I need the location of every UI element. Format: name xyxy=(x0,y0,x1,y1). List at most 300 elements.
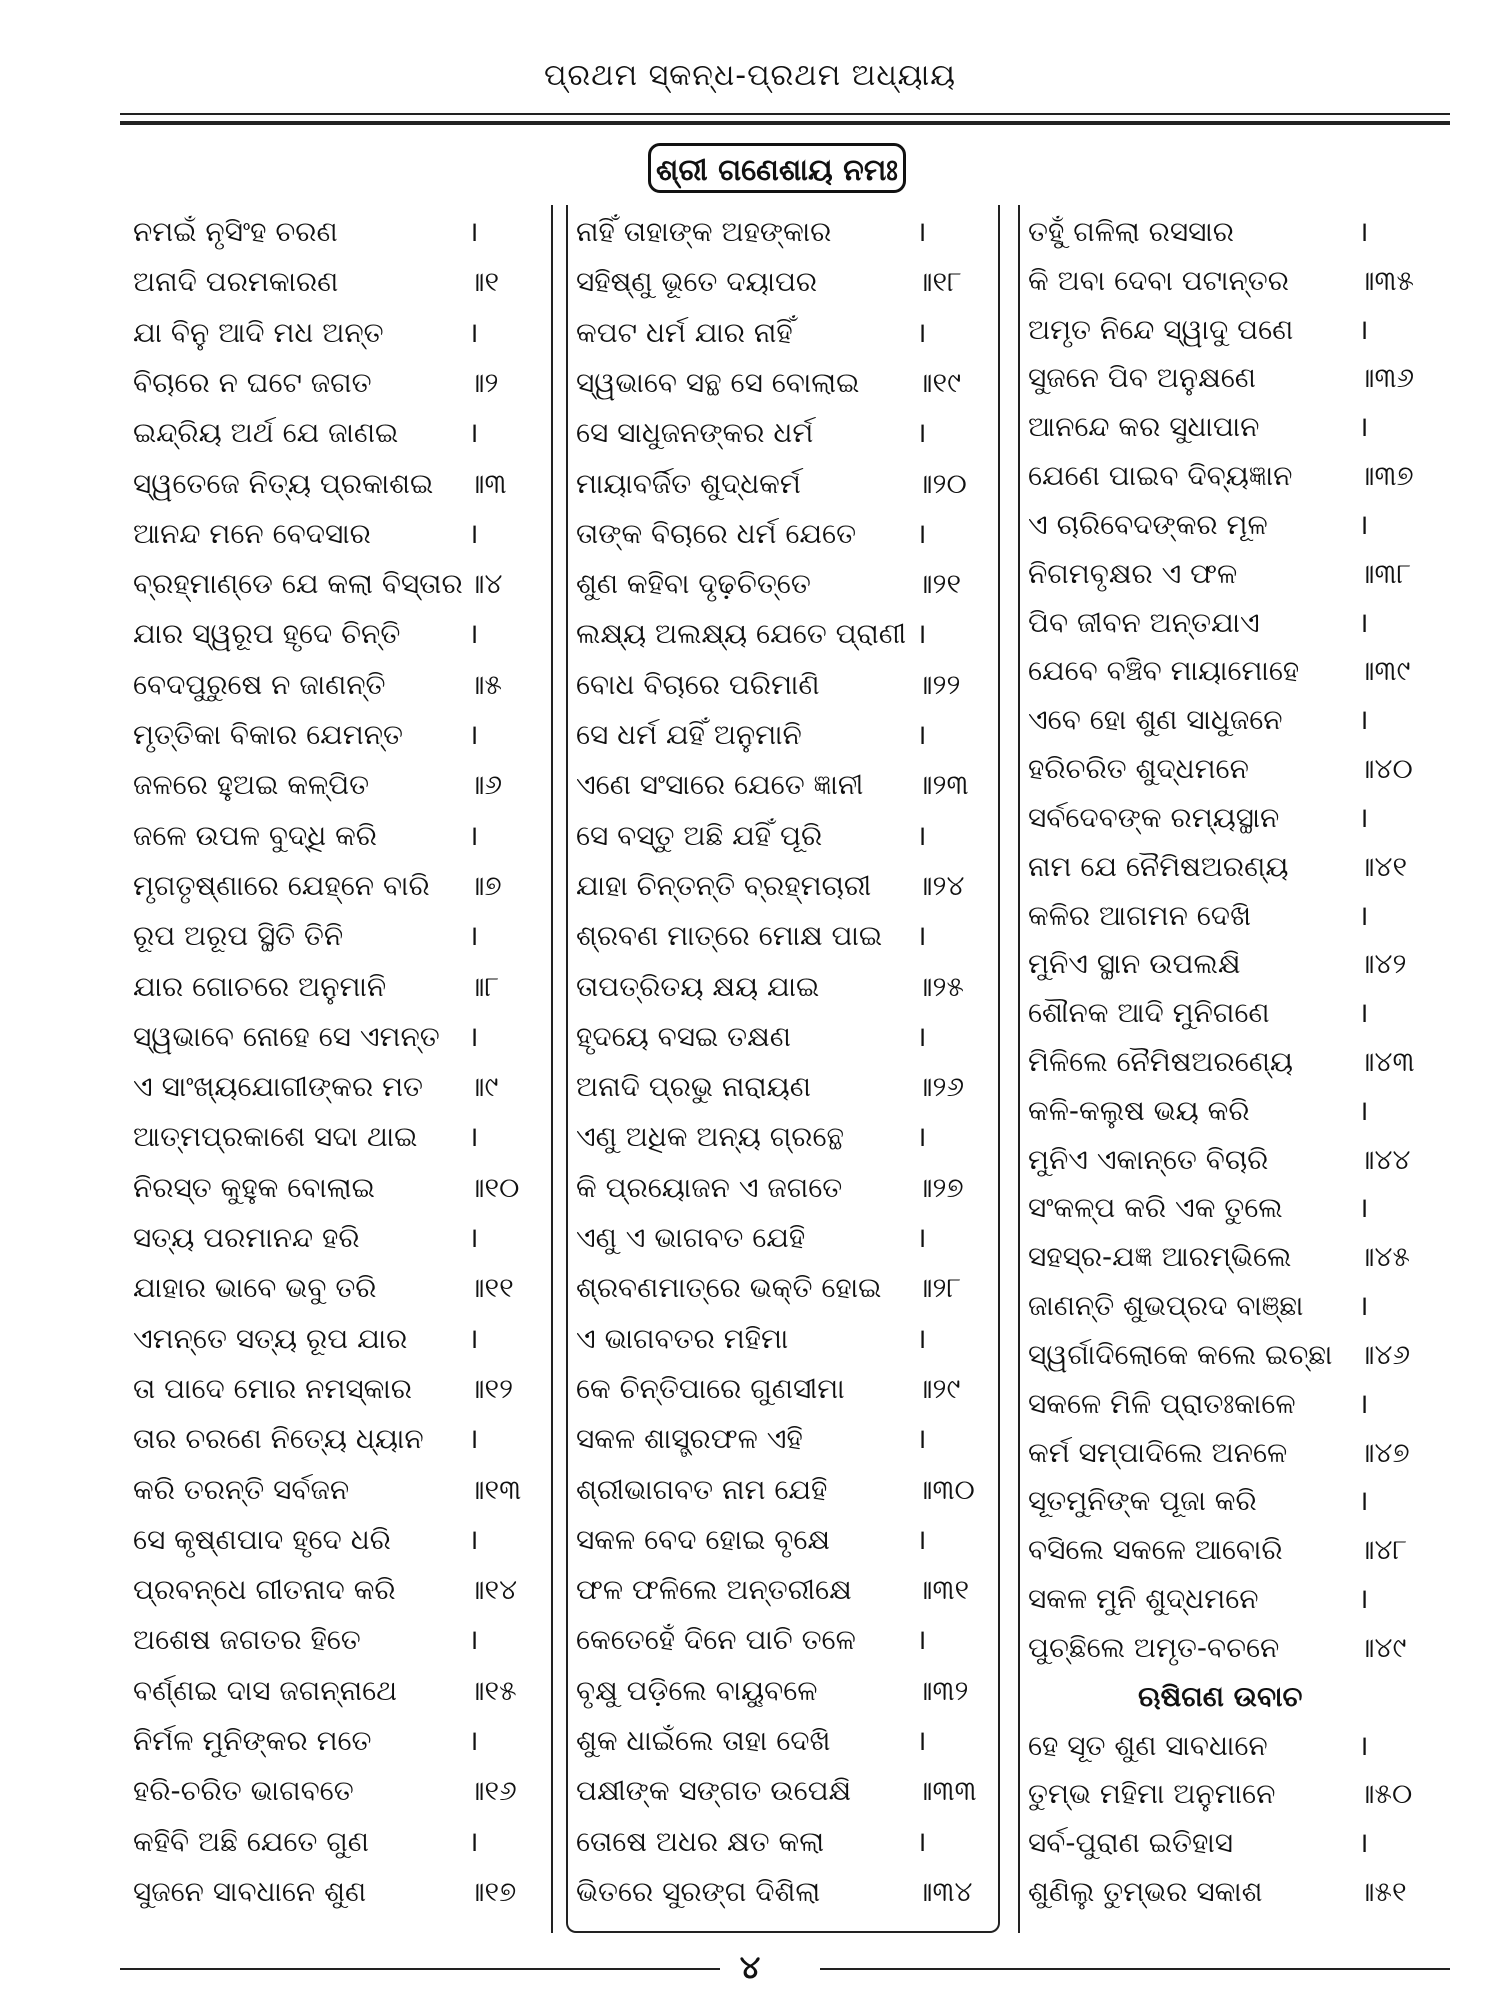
verse-line xyxy=(576,1065,998,1109)
verse-text: ସକଳେ ମିଳି ପ୍ରାତଃକାଳେ xyxy=(1028,1386,1296,1420)
verse-text: ବୋଧ ବିଚାରେ ପରିମାଣି xyxy=(576,667,820,701)
verse-number-mark: ॥୧ xyxy=(468,265,500,299)
verse-text: ମୁନିଏ ଏକାନ୍ତେ ବିଚାରି xyxy=(1028,1142,1269,1176)
verse-line xyxy=(1028,1186,1448,1230)
verse-number-mark: ॥୪୩ xyxy=(1358,1045,1415,1078)
verse-number-mark: । xyxy=(468,617,479,651)
verse-number-mark: ॥୧୩ xyxy=(468,1472,522,1506)
verse-line xyxy=(576,562,998,606)
verse-line xyxy=(133,864,551,908)
verse-line xyxy=(133,1266,551,1310)
verse-number-mark: । xyxy=(468,315,479,349)
verse-number-mark: । xyxy=(468,1019,479,1053)
verse-number-mark: । xyxy=(1358,703,1369,737)
header-rule-thick xyxy=(120,121,1450,125)
verse-line xyxy=(576,1015,998,1059)
verse-number-mark: । xyxy=(1358,1386,1369,1420)
verse-line xyxy=(576,1216,998,1260)
verse-line xyxy=(576,1417,998,1461)
verse-text: ମୃଗତୃଷ୍ଣାରେ ଯେହ୍ନେ ବାରି xyxy=(133,868,430,902)
page-number: ୪ xyxy=(739,1948,761,1986)
verse-line xyxy=(576,512,998,556)
verse-number-mark: । xyxy=(468,215,479,248)
verse-text: ଶ୍ରବଣ ମାତ୍ରେ ମୋକ୍ଷ ପାଇ xyxy=(576,919,883,953)
verse-line xyxy=(576,612,998,656)
verse-line xyxy=(576,411,998,455)
verse-line xyxy=(1028,503,1448,547)
verse-number-mark: ॥୧୭ xyxy=(468,1875,517,1908)
invocation-title-box: ଶ୍ରୀ ଗଣେଶାୟ ନମଃ xyxy=(648,143,906,193)
verse-number-mark: ॥୪୯ xyxy=(1358,1630,1407,1664)
verse-line xyxy=(1028,1626,1448,1670)
verse-line xyxy=(133,311,551,355)
verse-text: ଜଳରେ ହୁଅଇ କଳ୍ପିତ xyxy=(133,768,370,802)
verse-line xyxy=(133,361,551,405)
verse-number-mark: ॥୧୬ xyxy=(468,1774,517,1808)
verse-text: ଶୌନକ ଆଦି ମୁନିଗଣେ xyxy=(1028,996,1270,1030)
verse-text: ସେ କୃଷ୍ଣପାଦ ହୃଦେ ଧରି xyxy=(133,1522,391,1556)
footer-rule-right xyxy=(820,1968,1450,1970)
verse-text: ମାୟାବର୍ଜିତ ଶୁଦ୍ଧକର୍ମ xyxy=(576,466,801,500)
verse-line xyxy=(1028,796,1448,840)
verse-number-mark: । xyxy=(468,416,479,450)
verse-line xyxy=(1028,1821,1448,1865)
verse-number-mark: । xyxy=(916,1422,927,1456)
verse-text: ହରି-ଚରିତ ଭାଗବତେ xyxy=(133,1774,354,1808)
verse-number-mark: ॥୪୮ xyxy=(1358,1533,1408,1567)
verse-text: ତା ପାଦେ ମୋର ନମସ୍କାର xyxy=(133,1371,412,1405)
verse-text: ଅମୃତ ନିନ୍ଦେ ସ୍ୱାଦୁ ପଣେ xyxy=(1028,312,1294,346)
verse-number-mark: ॥୩୮ xyxy=(1358,556,1412,590)
verse-text: ଭିତରେ ସୁରଙ୍ଗ ଦିଶିଲା xyxy=(576,1875,821,1908)
verse-number-mark: । xyxy=(916,818,927,852)
verse-text: ପ୍ରବନ୍ଧେ ଗୀତନାଦ କରି xyxy=(133,1573,396,1607)
verse-number-mark: । xyxy=(468,1321,479,1355)
verse-number-mark: ॥୩୭ xyxy=(1358,459,1414,493)
verse-text: ବର୍ଣ୍ଣଇ ଦାସ ଜଗନ୍ନାଥେ xyxy=(133,1673,398,1707)
verse-text: ନିରସ୍ତ କୁହୁକ ବୋଲାଇ xyxy=(133,1170,375,1204)
verse-number-mark: ॥୪୧ xyxy=(1358,849,1408,883)
verse-text: ସୁଜନେ ପିବ ଅନୁକ୍ଷଣେ xyxy=(1028,361,1256,395)
verse-line xyxy=(576,1820,998,1864)
verse-line xyxy=(576,1719,998,1763)
verse-line xyxy=(1028,1089,1448,1133)
verse-line xyxy=(133,1820,551,1864)
verse-line xyxy=(1028,1577,1448,1621)
verse-number-mark: ॥୪ xyxy=(468,567,503,601)
verse-text: ବିଚାରେ ନ ଘଟେ ଜଗତ xyxy=(133,365,372,399)
verse-text: ଯାହା ଚିନ୍ତନ୍ତି ବ୍ରହ୍ମଚାରୀ xyxy=(576,868,872,902)
verse-number-mark: ॥୨୯ xyxy=(916,1371,961,1405)
verse-line xyxy=(1028,552,1448,596)
verse-number-mark: ॥୩୨ xyxy=(916,1673,969,1707)
verse-line xyxy=(133,763,551,807)
verse-number-mark: ॥୩୫ xyxy=(1358,263,1415,297)
verse-line xyxy=(133,663,551,707)
verse-text: ଅନାଦି ପ୍ରଭୁ ନାରାୟଣ xyxy=(576,1070,811,1104)
verse-number-mark: । xyxy=(468,1623,479,1657)
verse-number-mark: । xyxy=(1358,996,1369,1030)
verse-line xyxy=(1028,1040,1448,1084)
verse-line xyxy=(576,713,998,757)
verse-number-mark: । xyxy=(468,1422,479,1456)
verse-number-mark: ॥୫୦ xyxy=(1358,1777,1413,1811)
verse-text: ଶୁକ ଧାଇଁଲେ ତାହା ଦେଖି xyxy=(576,1724,831,1758)
verse-text: ରୂପ ଅରୂପ ସ୍ଥିତି ତିନି xyxy=(133,919,344,953)
verse-text: ଯେବେ ବଞ୍ଚିବ ମାୟାମୋହେ xyxy=(1028,654,1300,688)
verse-number-mark: ॥୧୫ xyxy=(468,1673,517,1707)
verse-text: ଏମନ୍ତେ ସତ୍ୟ ରୂପ ଯାର xyxy=(133,1321,408,1355)
verse-number-mark: । xyxy=(916,315,927,349)
verse-line xyxy=(133,562,551,606)
verse-line xyxy=(1028,649,1448,693)
verse-number-mark: । xyxy=(1358,898,1369,932)
verse-text: ଏ ଭାଗବତର ମହିମା xyxy=(576,1321,789,1355)
verse-text: ପକ୍ଷୀଙ୍କ ସଙ୍ଗତ ଉପେକ୍ଷି xyxy=(576,1774,852,1808)
verse-text: ସର୍ବ-ପୁରାଣ ଇତିହାସ xyxy=(1028,1826,1233,1860)
verse-number-mark: । xyxy=(468,818,479,852)
verse-line xyxy=(576,965,998,1009)
verse-text: ନାହିଁ ତାହାଙ୍କ ଅହଙ୍କାର xyxy=(576,215,832,248)
verse-text: ଏଣୁ ଏ ଭାଗବତ ଯେହି xyxy=(576,1221,806,1255)
verse-line xyxy=(1028,991,1448,1035)
verse-text: ଅନାଦି ପରମକାରଣ xyxy=(133,265,339,299)
verse-number-mark: ॥୨୧ xyxy=(916,567,962,601)
verse-line xyxy=(1028,601,1448,645)
verse-line xyxy=(576,1669,998,1713)
verse-line xyxy=(133,1669,551,1713)
verse-line xyxy=(576,260,998,304)
verse-text: ଯା ବିନୁ ଆଦି ମଧ ଅନ୍ତ xyxy=(133,315,384,349)
verse-line xyxy=(133,1166,551,1210)
verse-number-mark: । xyxy=(916,1824,927,1858)
verse-number-mark: ॥୭ xyxy=(468,868,502,902)
verse-number-mark: ॥୪୭ xyxy=(1358,1435,1410,1469)
verse-line xyxy=(576,311,998,355)
verse-line xyxy=(133,914,551,958)
verse-text: ହୃଦୟେ ବସଇ ତକ୍ଷଣ xyxy=(576,1019,791,1053)
verse-column-1 xyxy=(125,205,553,1933)
verse-number-mark: । xyxy=(1358,1484,1369,1518)
verse-line xyxy=(1028,1284,1448,1328)
verse-number-mark: ॥୩୧ xyxy=(916,1573,970,1607)
verse-line xyxy=(133,1115,551,1159)
verse-line xyxy=(576,1317,998,1361)
verse-number-mark: ॥୧୦ xyxy=(468,1170,520,1204)
verse-number-mark: । xyxy=(916,1522,927,1556)
verse-text: ଶ୍ରବଣମାତ୍ରେ ଭକ୍ତି ହୋଇ xyxy=(576,1271,882,1305)
verse-text: ଶୁଣିଲୁ ତୁମ୍ଭର ସକାଶ xyxy=(1028,1875,1263,1908)
verse-text: ସେ ସାଧୁଜନଙ୍କର ଧର୍ମ xyxy=(576,416,814,450)
verse-number-mark: । xyxy=(916,1321,927,1355)
verse-text: ସ୍ୱଭାବେ ନୋହେ ସେ ଏମନ୍ତ xyxy=(133,1019,440,1053)
verse-number-mark: ॥୯ xyxy=(468,1070,499,1104)
verse-text: କି ଅବା ଦେବା ପଟାନ୍ତର xyxy=(1028,263,1289,297)
verse-number-mark: ॥୪୫ xyxy=(1358,1240,1410,1274)
verse-text: ପିବ ଜୀବନ ଅନ୍ତଯାଏ xyxy=(1028,605,1260,639)
verse-number-mark: ॥୨୫ xyxy=(916,969,964,1003)
verse-text: ଜାଣନ୍ତି ଶୁଭପ୍ରଦ ବାଞ୍ଛା xyxy=(1028,1289,1304,1323)
verse-line xyxy=(576,814,998,858)
verse-number-mark: । xyxy=(1358,1728,1369,1762)
verse-number-mark: ॥୧୨ xyxy=(468,1371,514,1405)
verse-line xyxy=(576,1870,998,1914)
verse-number-mark: ॥୨୬ xyxy=(916,1070,965,1104)
verse-text: ତାପତ୍ରିତୟ କ୍ଷୟ ଯାଇ xyxy=(576,969,820,1003)
verse-line xyxy=(1028,454,1448,498)
verse-text: ସଂକଳ୍ପ କରି ଏକ ତୁଲେ xyxy=(1028,1191,1283,1225)
verse-text: ନାମ ଯେ ନୈମିଷଅରଣ୍ୟ xyxy=(1028,849,1289,883)
verse-number-mark: । xyxy=(468,1221,479,1255)
verse-text: ସକଳ ଶାସ୍ତ୍ରଫଳ ଏହି xyxy=(576,1422,803,1456)
verse-text: ଯେଣେ ପାଇବ ଦିବ୍ୟଜ୍ଞାନ xyxy=(1028,459,1293,493)
verse-number-mark: ॥୨୭ xyxy=(916,1170,964,1204)
verse-text: ନିଗମବୃକ୍ଷର ଏ ଫଳ xyxy=(1028,556,1238,590)
verse-line xyxy=(576,763,998,807)
verse-line xyxy=(1028,1431,1448,1475)
verse-text: ହେ ସୂତ ଶୁଣ ସାବଧାନେ xyxy=(1028,1728,1268,1762)
verse-number-mark: । xyxy=(1358,1582,1369,1616)
verse-text: ବ୍ରହ୍ମାଣ୍ଡେ ଯେ କଲା ବିସ୍ତାର xyxy=(133,567,463,601)
section-heading xyxy=(1028,1675,1448,1719)
verse-number-mark: । xyxy=(916,1120,927,1154)
verse-line xyxy=(1028,259,1448,303)
verse-text: କି ପ୍ରୟୋଜନ ଏ ଜଗତେ xyxy=(576,1170,843,1204)
verse-line xyxy=(133,1417,551,1461)
verse-text: ସକଳ ବେଦ ହୋଇ ବୃକ୍ଷେ xyxy=(576,1522,831,1556)
verse-number-mark: ॥୩୦ xyxy=(916,1472,975,1506)
verse-number-mark: । xyxy=(1358,410,1369,444)
verse-line xyxy=(576,1518,998,1562)
verse-text: ତୋଷେ ଅଧର କ୍ଷତ କଲା xyxy=(576,1824,825,1858)
verse-line xyxy=(133,1518,551,1562)
verse-line xyxy=(133,1719,551,1763)
verse-text: ନମଇଁ ନୃସିଂହ ଚରଣ xyxy=(133,215,338,248)
verse-number-mark: ॥୨ xyxy=(468,365,499,399)
verse-line xyxy=(133,462,551,506)
verse-number-mark: ॥୫ xyxy=(468,667,503,701)
verse-text: ଅଶେଷ ଜଗତର ହିତେ xyxy=(133,1623,361,1657)
verse-line xyxy=(133,260,551,304)
verse-line xyxy=(133,411,551,455)
verse-text: ଏ ସାଂଖ୍ୟଯୋଗୀଙ୍କର ମତ xyxy=(133,1070,424,1104)
verse-text: କର୍ମ ସମ୍ପାଦିଲେ ଅନଳେ xyxy=(1028,1435,1288,1469)
verse-text: ଯାର ଗୋଚରେ ଅନୁମାନି xyxy=(133,969,387,1003)
verse-text: ସେ ଧର୍ମ ଯହିଁ ଅନୁମାନି xyxy=(576,718,802,752)
verse-number-mark: ॥୨୮ xyxy=(916,1271,962,1305)
verse-line xyxy=(133,1618,551,1662)
verse-line xyxy=(576,1618,998,1662)
verse-line xyxy=(133,1216,551,1260)
verse-number-mark: । xyxy=(1358,215,1369,248)
verse-number-mark: । xyxy=(916,516,927,550)
verse-line xyxy=(1028,1138,1448,1182)
verse-line xyxy=(576,1266,998,1310)
verse-text: ଏବେ ହୋ ଶୁଣ ସାଧୁଜନେ xyxy=(1028,703,1283,737)
verse-line xyxy=(576,864,998,908)
verse-line xyxy=(133,512,551,556)
verse-line xyxy=(1028,747,1448,791)
verse-number-mark: । xyxy=(1358,1093,1369,1127)
verse-text: ବୃକ୍ଷୁ ପଡ଼ିଲେ ବାୟୁବଳେ xyxy=(576,1673,818,1707)
verse-line xyxy=(1028,405,1448,449)
verse-text: ତାଙ୍କ ବିଚାରେ ଧର୍ମ ଯେତେ xyxy=(576,516,857,550)
running-head-title: ପ୍ରଥମ ସ୍କନ୍ଧ-ପ୍ରଥମ ଅଧ୍ୟାୟ xyxy=(543,58,957,93)
verse-text: ସେ ବସ୍ତୁ ଅଛି ଯହିଁ ପୂରି xyxy=(576,818,823,852)
verse-text: ଲକ୍ଷ୍ୟ ଅଲକ୍ଷ୍ୟ ଯେତେ ପ୍ରାଣୀ xyxy=(576,617,907,651)
verse-text: କଳି-କଲୁଷ ଭୟ କରି xyxy=(1028,1093,1250,1127)
verse-text: ଜଳେ ଉପଳ ବୁଦ୍ଧି କରି xyxy=(133,818,378,852)
verse-number-mark: ॥୨୪ xyxy=(916,868,965,902)
verse-text: ସହସ୍ର-ଯଜ୍ଞ ଆରମ୍ଭିଲେ xyxy=(1028,1240,1292,1274)
verse-text: ସ୍ୱଭାବେ ସନ୍ଥ ସେ ବୋଲାଇ xyxy=(576,365,860,399)
verse-text: ଆନନ୍ଦେ କର ସୁଧାପାନ xyxy=(1028,410,1260,444)
verse-text: ଶୁଣ କହିବା ଦୃଢ଼ଚିତ୍ତେ xyxy=(576,567,811,601)
verse-line xyxy=(1028,894,1448,938)
verse-text: କପଟ ଧର୍ମ ଯାର ନାହିଁ xyxy=(576,315,793,349)
verse-number-mark: । xyxy=(916,617,927,651)
verse-number-mark: ॥୪୬ xyxy=(1358,1337,1411,1371)
verse-text: ପୁଚ୍ଛିଲେ ଅମୃତ-ବଚନେ xyxy=(1028,1630,1280,1664)
verse-text: ମିଳିଲେ ନୈମିଷଅରଣ୍ୟେ xyxy=(1028,1045,1293,1078)
verse-line xyxy=(1028,1724,1448,1768)
verse-line xyxy=(576,1568,998,1612)
section-heading-text: ଋଷିଗଣ ଉବାଚ xyxy=(1138,1679,1303,1713)
verse-text: ଇନ୍ଦ୍ରିୟ ଅର୍ଥ ଯେ ଜାଣଇ xyxy=(133,416,399,450)
verse-line xyxy=(1028,1382,1448,1426)
verse-number-mark: ॥୫୧ xyxy=(1358,1875,1407,1908)
verse-number-mark: । xyxy=(468,718,479,752)
verse-text: ଆତ୍ମପ୍ରକାଶେ ସଦା ଥାଇ xyxy=(133,1120,418,1154)
verse-number-mark: । xyxy=(1358,605,1369,639)
verse-number-mark: ॥୧୮ xyxy=(916,265,962,299)
verse-text: ଏ ଚାରିବେଦଙ୍କର ମୂଳ xyxy=(1028,507,1268,541)
verse-number-mark: ॥୪୦ xyxy=(1358,752,1413,786)
verse-line xyxy=(1028,356,1448,400)
verse-line xyxy=(133,1468,551,1512)
verse-line xyxy=(133,1769,551,1813)
header-rule-thin xyxy=(120,113,1450,115)
verse-text: କରି ତରନ୍ତି ସର୍ବଜନ xyxy=(133,1472,350,1506)
verse-number-mark: । xyxy=(468,919,479,953)
verse-number-mark: । xyxy=(468,1120,479,1154)
verse-line xyxy=(133,1015,551,1059)
verse-text: ସୂତମୁନିଙ୍କ ପୂଜା କରି xyxy=(1028,1484,1257,1518)
verse-number-mark: । xyxy=(916,416,927,450)
verse-line xyxy=(133,1317,551,1361)
verse-line xyxy=(133,1568,551,1612)
verse-number-mark: । xyxy=(468,516,479,550)
verse-number-mark: ॥୪୨ xyxy=(1358,947,1407,981)
verse-text: ନିର୍ମଳ ମୁନିଙ୍କର ମତେ xyxy=(133,1724,372,1758)
verse-number-mark: । xyxy=(916,1724,927,1758)
verse-line xyxy=(1028,1528,1448,1572)
verse-number-mark: ॥୧୯ xyxy=(916,365,962,399)
verse-text: ସ୍ୱତେଜେ ନିତ୍ୟ ପ୍ରକାଶଇ xyxy=(133,466,434,500)
verse-number-mark: । xyxy=(1358,1289,1369,1323)
verse-line xyxy=(133,965,551,1009)
verse-number-mark: ॥୩୬ xyxy=(1358,361,1415,395)
verse-line xyxy=(133,713,551,757)
verse-text: ଏଣୁ ଅଧିକ ଅନ୍ୟ ଗ୍ରନ୍ଥେ xyxy=(576,1120,845,1154)
verse-text: ଏଣେ ସଂସାରେ ଯେତେ ଜ୍ଞାନୀ xyxy=(576,768,864,802)
verse-text: ସକଳ ମୁନି ଶୁଦ୍ଧମନେ xyxy=(1028,1582,1259,1616)
verse-number-mark: ॥୩ xyxy=(468,466,507,500)
verse-line xyxy=(576,1367,998,1411)
verse-text: ଶ୍ରୀଭାଗବତ ନାମ ଯେହି xyxy=(576,1472,828,1506)
verse-text: ଆନନ୍ଦ ମନେ ବେଦସାର xyxy=(133,516,371,550)
verse-line xyxy=(133,1065,551,1109)
verse-column-2 xyxy=(566,205,1000,1933)
verse-text: କଳିର ଆଗମନ ଦେଖି xyxy=(1028,898,1252,932)
verse-text: ତହୁଁ ଗଳିଲା ରସସାର xyxy=(1028,215,1235,248)
verse-number-mark: ॥୧୪ xyxy=(468,1573,518,1607)
verse-text: ମୁନିଏ ସ୍ଥାନ ଉପଲକ୍ଷି xyxy=(1028,947,1241,981)
verse-line xyxy=(1028,1870,1448,1914)
verse-line xyxy=(576,361,998,405)
verse-text: କେ ଚିନ୍ତିପାରେ ଗୁଣସୀମା xyxy=(576,1371,845,1405)
verse-line xyxy=(1028,210,1448,254)
verse-text: ମୃତ୍ତିକା ବିକାର ଯେମନ୍ତ xyxy=(133,718,403,752)
verse-line xyxy=(576,1115,998,1159)
verse-number-mark: ॥୩୯ xyxy=(1358,654,1411,688)
verse-number-mark: ॥୨୦ xyxy=(916,466,967,500)
verse-text: ଯାର ସ୍ୱରୂପ ହୃଦେ ଚିନ୍ତି xyxy=(133,617,401,651)
verse-text: ତାର ଚରଣେ ନିତ୍ୟେ ଧ୍ୟାନ xyxy=(133,1422,424,1456)
verse-text: ତୁମ୍ଭ ମହିମା ଅନୁମାନେ xyxy=(1028,1777,1276,1811)
verse-line xyxy=(133,1367,551,1411)
verse-number-mark: । xyxy=(1358,312,1369,346)
verse-line xyxy=(1028,1333,1448,1377)
verse-text: ହରିଚରିତ ଶୁଦ୍ଧମନେ xyxy=(1028,752,1249,786)
verse-text: ସର୍ବଦେବଙ୍କ ରମ୍ୟସ୍ଥାନ xyxy=(1028,800,1280,834)
verse-number-mark: ॥୨୩ xyxy=(916,768,969,802)
verse-line xyxy=(576,1468,998,1512)
verse-number-mark: ॥୬ xyxy=(468,768,503,802)
verse-line xyxy=(1028,1235,1448,1279)
verse-line xyxy=(133,612,551,656)
verse-line xyxy=(1028,1772,1448,1816)
verse-number-mark: ॥୩୩ xyxy=(916,1774,977,1808)
verse-column-3 xyxy=(1018,205,1448,1933)
verse-text: ଫଳ ଫଳିଲେ ଅନ୍ତରୀକ୍ଷେ xyxy=(576,1573,852,1607)
verse-text: କହିବି ଅଛି ଯେତେ ଗୁଣ xyxy=(133,1824,369,1858)
verse-text: ସତ୍ୟ ପରମାନନ୍ଦ ହରି xyxy=(133,1221,360,1255)
verse-number-mark: । xyxy=(468,1522,479,1556)
verse-line xyxy=(133,1870,551,1914)
verse-line xyxy=(1028,845,1448,889)
verse-number-mark: । xyxy=(468,1724,479,1758)
verse-number-mark: । xyxy=(916,919,927,953)
verse-number-mark: ॥୮ xyxy=(468,969,500,1003)
verse-text: ଯାହାର ଭାବେ ଭବୁ ତରି xyxy=(133,1271,377,1305)
verse-text: ବେଦପୁରୁଷେ ନ ଜାଣନ୍ତି xyxy=(133,667,386,701)
verse-number-mark: । xyxy=(1358,1826,1369,1860)
verse-line xyxy=(576,663,998,707)
verse-text: ବସିଲେ ସକଳେ ଆବୋରି xyxy=(1028,1533,1283,1567)
verse-line xyxy=(576,1769,998,1813)
verse-line xyxy=(1028,942,1448,986)
verse-number-mark: ॥୨୨ xyxy=(916,667,961,701)
verse-line xyxy=(133,814,551,858)
verse-line xyxy=(1028,698,1448,742)
verse-number-mark: । xyxy=(916,1019,927,1053)
verse-number-mark: । xyxy=(916,1623,927,1657)
verse-number-mark: । xyxy=(916,215,927,248)
verse-text: ସ୍ୱର୍ଗାଦିଲୋକେ କଲେ ଇଚ୍ଛା xyxy=(1028,1337,1333,1371)
verse-number-mark: ॥୪୪ xyxy=(1358,1142,1411,1176)
verse-number-mark: । xyxy=(916,718,927,752)
